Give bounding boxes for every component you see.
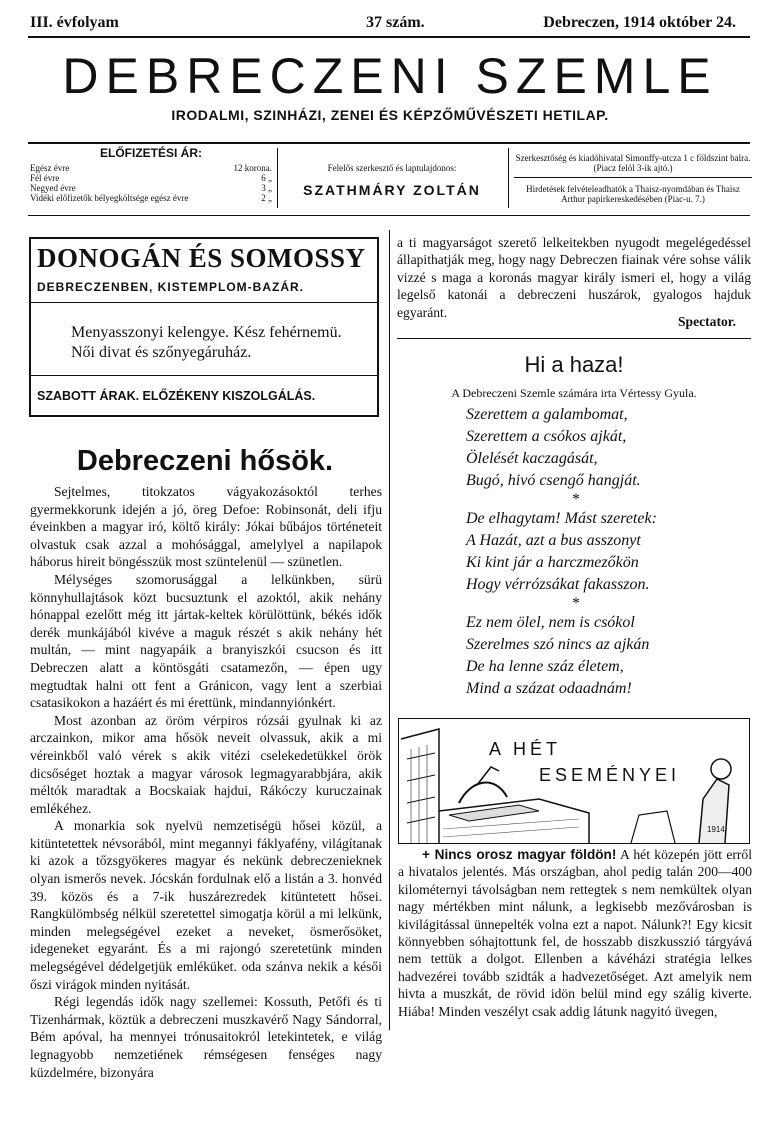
- article-signature: Spectator.: [677, 314, 736, 329]
- poem-line: Szerelmes szó nincs az ajkán: [466, 636, 650, 653]
- subscription-row: Negyed évre 3 „: [30, 183, 272, 193]
- article-paragraph: Most azonban az öröm vérpiros rózsái gyulnak ki az arczainkon, mikor ama hősök neveit olvassuk, akik a mi véreinkből való vérek s akik vitézi cselekedetükkel örök dicsőséget hoztak a magyar városok legmagyarabbjára, akik méltók maradtak a Bocskaiak hajdui, Rákóczy kuruczainak emlékéhez.: [30, 712, 382, 816]
- right-column-rule: [397, 338, 751, 339]
- ad-body: Menyasszonyi kelengye. Kész fehérnemü. Női divat és szőnyegáruház.: [71, 324, 342, 361]
- poem-title: Hi a haza!: [524, 352, 624, 377]
- poem-line: A Hazát, azt a bus asszonyt: [466, 532, 641, 549]
- article-paragraph: A monarkia sok nyelvü nemzetiségü hősei közül, a kitüntetettek névsorából, mint megannyi fáklyafény, világítanak ki azok a tőzsgyökeres magyar és nekünk debreczenieknek olyan ismerős nevek. Jócskán fordulnak elő a listán a 3. honvéd 39. közös és a 7-ik huszárezredek kitüntetett hősei. Rangkülömbség nélkül szeretettel simogatja körül a mi lelkünk, minden melegségével ezeket a neveket, ösmerősöket, idegeneket egyaránt. És a mi rajongó szeretetünk minden melegségével dédelgetjük emléküket. oda szánva nekik a késői őszi virágok minden nyitását.: [30, 818, 382, 992]
- ad-title: DONOGÁN ÉS SOMOSSY: [37, 243, 366, 273]
- column-divider: [389, 230, 390, 1030]
- poem-line: Bugó, hivó csengő hangját.: [466, 472, 641, 489]
- header-rule: [28, 36, 750, 38]
- info-divider-left: [277, 148, 278, 208]
- subscription-row: Vidéki előfizetők bélyegköltsége egész évre 2 „: [30, 193, 272, 203]
- illustration-signature: 1914: [707, 825, 725, 834]
- article-paragraph: Sejtelmes, titokzatos vágyakozásoktól terhes gyermekkorunk idején a jó, öreg Defoe: Robinsonát, deli ifju éveinkben a magyar iró, költő király: Jókai bűbájos történeteit olvastuk csak azzal a mohósággal, amelylyel a napilapok háborus hireit böngésszük most szüntelenül — szünetlen.: [30, 484, 382, 570]
- poem-line: De ha lenne száz életem,: [466, 658, 624, 675]
- news-headline: + Nincs orosz magyar földön!: [422, 847, 617, 862]
- poem-line: Szerettem a galambomat,: [466, 406, 628, 423]
- poem-line: Ölelését kaczagását,: [466, 450, 598, 467]
- poem-line: Mind a százat odaadnám!: [466, 680, 632, 697]
- article-paragraph: Mélységes szomorusággal a lelkünkben, sürü könnyhullajtások közt bucsuztunk el azoktól, akik nehány hónappal ezelőtt még itt jártak-keltek körülöttünk, békés idők derék munkájából kivéve a maguk részét s akik nehány hét multán, — mint nagyapáik a branyiszkói csucson és itt Debreczen alatt a köntösgáti csatamezőn, — épen ugy megtudtak halni ott fent a Gránicon, vagy lent a szerbiai csatasikokon a hazáért és mi érettünk, mindannyiónkért.: [30, 571, 382, 711]
- subscription-box: [30, 148, 272, 203]
- office-address: Szerkesztőség és kiadóhivatal Simonffy-utcza 1 c földszint balra. (Piacz felöl 3-ik ajtó.): [515, 153, 751, 173]
- place-date: Debreczen, 1914 október 24.: [543, 14, 736, 31]
- week-events-title-line1: A HÉT: [489, 739, 562, 759]
- issue-number: 37 szám.: [366, 14, 425, 31]
- poem-byline: A Debreczeni Szemle számára irta Vértessy Gyula.: [451, 386, 697, 400]
- poem-line: De elhagytam! Mást szeretek:: [466, 510, 657, 527]
- poem-body: [466, 404, 746, 700]
- office-box: [514, 153, 752, 204]
- news-item: [398, 846, 752, 1024]
- article-continuation: a ti magyarságot szerető lelkeitekben nyugodt megelégedéssel állapithatják meg, hogy nagy Debreczen fiainak vére sohse válik vizzé s maga a koronás magyar király ismeri el, hogy a világ legelső katonái a debreczeni huszárok, gyalogos hajduk egyaránt.: [397, 235, 751, 320]
- article-title: Debreczeni hősök.: [76, 445, 334, 477]
- office-ads: Hirdetések felvételeadhatók a Thaisz-nyomdában és Thaisz Arthur papirkereskedésében (Piac-u. 7.): [526, 184, 740, 204]
- poem-separator: *: [572, 491, 580, 508]
- masthead-subtitle: IRODALMI, SZINHÁZI, ZENEI ÉS KÉPZŐMŰVÉSZETI HETILAP.: [171, 107, 609, 123]
- editor-label: Felelős szerkesztő és laptulajdonos:: [327, 163, 457, 173]
- article-paragraph: Régi legendás idők nagy szellemei: Kossuth, Petőfi és ti Tizenhármak, köztük a debreczeni muszkavérő Nagy Sándorral, Bém apóval, ha mennyei trónusaitokról letekintetek, e világ legnagyobb nemzetiének rémségesen fenséges nagy küzdelmére, bizonyára: [30, 994, 382, 1080]
- volume-label: III. évfolyam: [30, 14, 119, 31]
- info-divider-right: [508, 148, 509, 208]
- masthead-rule: [28, 142, 750, 144]
- subscription-row: Fél évre 6 „: [30, 173, 272, 183]
- poem-line: Szerettem a csókos ajkát,: [466, 428, 627, 445]
- week-events-title-line2: ESEMÉNYEI: [539, 765, 681, 785]
- subscription-heading: ELŐFIZETÉSI ÁR:: [100, 146, 202, 160]
- info-bottom-rule: [28, 215, 750, 216]
- news-text: A hét közepén jött erről a hivatalos jelentés. Más országban, ahol pedig talán 200—400 kilométernyi távolságban nem rettegtek s nem nemkültek olyan nagy mértékben mint nálunk, a legkisebb mezővárosban is kivilágitással ünnepelték volna ezt a napot. Nálunk?! Egy kicsit könnyebben sóhajtottunk fel, de hosszabb diszkusszió tárgyává nem tettük a dolgot. Ellenben a kávéházi stratégia lelkes hadvezérei tovább szidták a hadvezetőséget. Azt amelyik nem hivta a muszkát, de rövid idön belül mind egy szálig kiverte. Hiába! Minden veszélyt csak addig látunk nagyitó üvegen,: [398, 847, 752, 1019]
- poem-line: Ki kint jár a harczmezőkön: [466, 554, 639, 571]
- advertisement-box: [29, 237, 379, 417]
- ad-footer: SZABOTT ÁRAK. ELŐZÉKENY KISZOLGÁLÁS.: [37, 389, 316, 403]
- editor-name: SZATHMÁRY ZOLTÁN: [303, 182, 481, 198]
- masthead-title: DEBRECZENI SZEMLE: [62, 48, 718, 104]
- article-body: [30, 483, 382, 1080]
- week-events-illustration: [398, 718, 750, 844]
- poem-separator: *: [572, 595, 580, 612]
- poem-line: Ez nem ölel, nem is csókol: [466, 614, 635, 631]
- subscription-row: Egész évre 12 korona.: [30, 163, 272, 173]
- poem-line: Hogy vérrózsákat fakasszon.: [466, 576, 650, 593]
- ad-subtitle: DEBRECZENBEN, KISTEMPLOM-BAZÁR.: [37, 280, 304, 294]
- editor-box: [282, 163, 502, 198]
